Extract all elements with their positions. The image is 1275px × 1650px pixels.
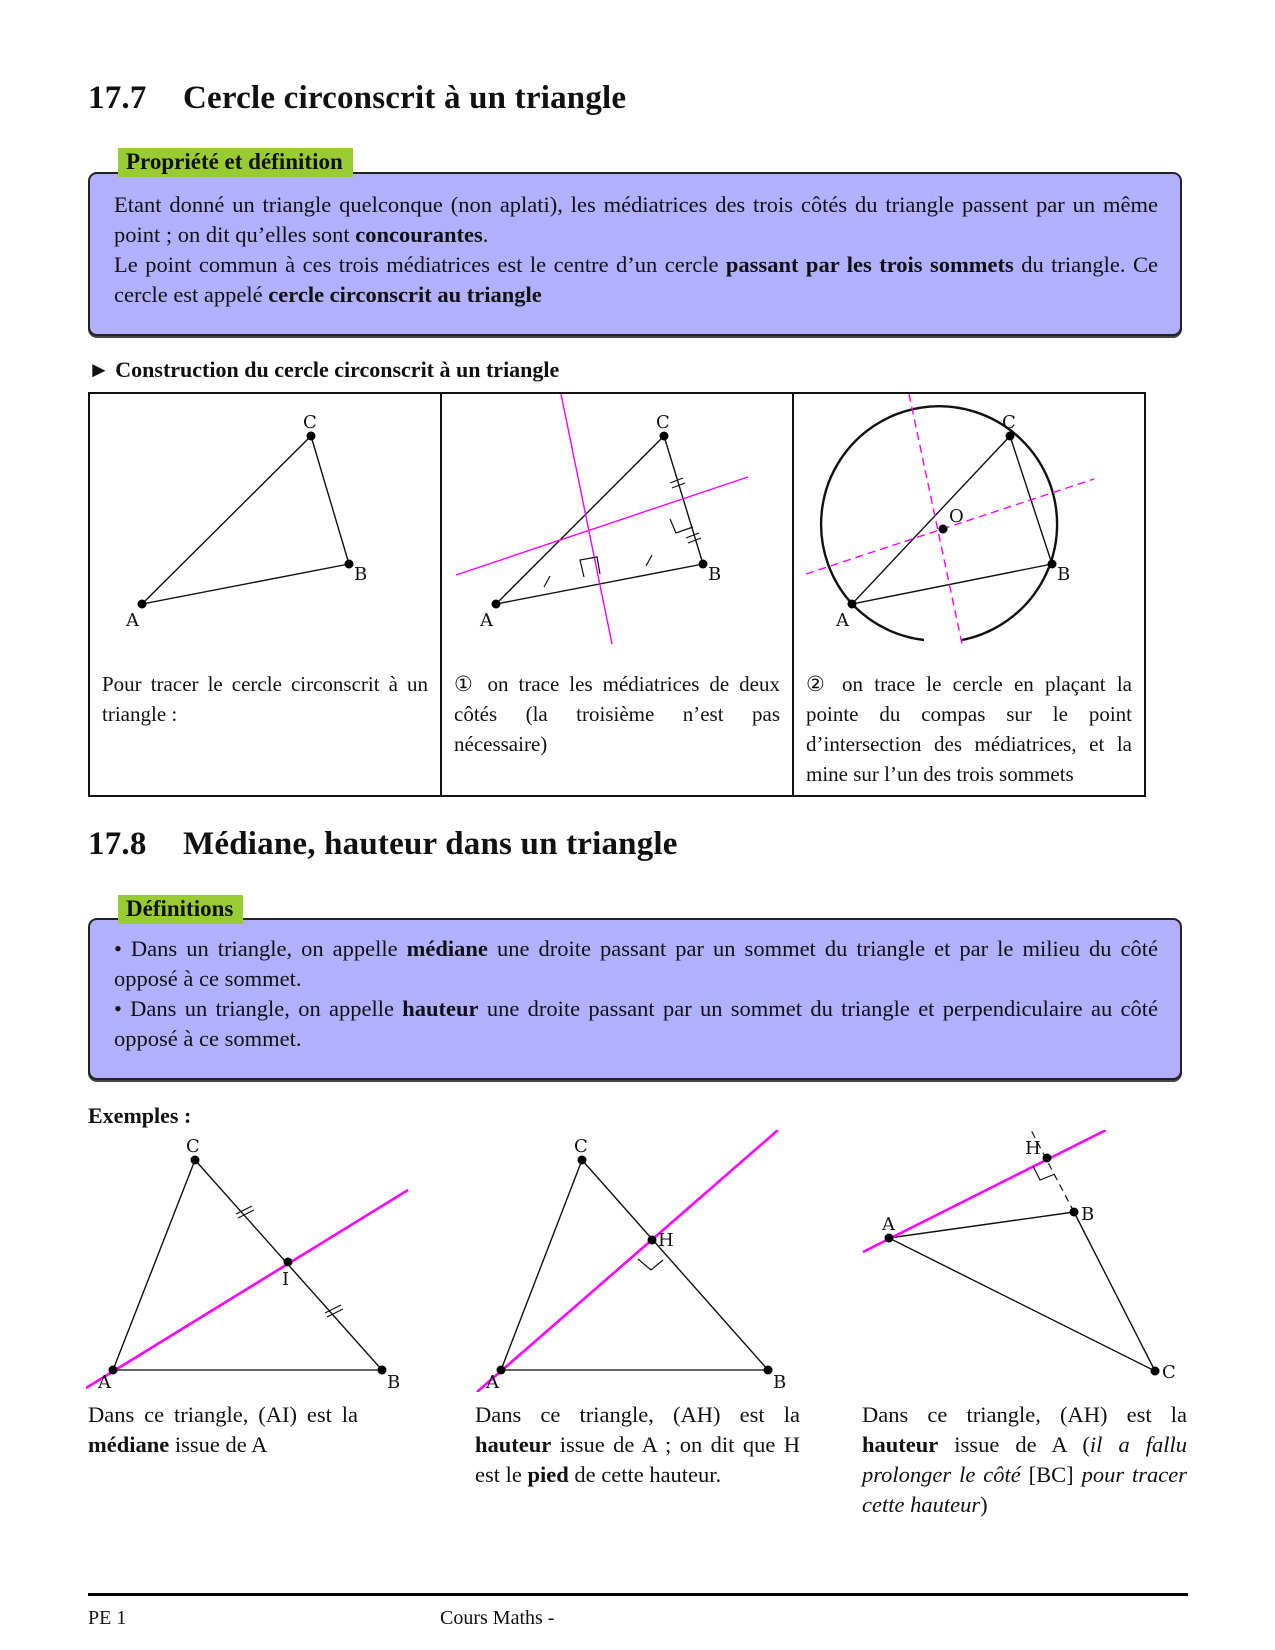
svg-text:A: A bbox=[98, 1372, 111, 1392]
definition-hauteur bbox=[114, 994, 1158, 1054]
svg-text:C: C bbox=[303, 412, 317, 433]
footer-center: Cours Maths - bbox=[440, 1607, 555, 1629]
definition-mediane bbox=[114, 934, 1158, 994]
footer-left: PE 1 bbox=[88, 1607, 127, 1629]
text: issue de A ( bbox=[938, 1432, 1090, 1457]
svg-text:A: A bbox=[480, 610, 493, 631]
svg-text:H: H bbox=[1025, 1138, 1041, 1159]
example-hauteur-caption bbox=[475, 1400, 800, 1490]
text: de cette hauteur. bbox=[568, 1462, 722, 1487]
mediatrices-figure bbox=[442, 394, 792, 669]
bold-term: passant par les trois sommets bbox=[725, 252, 1014, 277]
svg-text:B: B bbox=[708, 564, 722, 585]
text: issue de A bbox=[169, 1432, 268, 1457]
definition-box-mediane-hauteur bbox=[88, 918, 1182, 1080]
step-text: ① on trace les médiatrices de deux côtés (la troisième n’est pas nécessaire) bbox=[454, 672, 780, 756]
italic-text: pour tracer cette hauteur bbox=[862, 1462, 1187, 1517]
svg-text:C: C bbox=[574, 1136, 588, 1157]
svg-text:B: B bbox=[1057, 564, 1071, 585]
svg-text:C: C bbox=[656, 412, 670, 433]
italic-text: il a fallu prolonger le côté bbox=[862, 1432, 1188, 1487]
box-tag-definitions: Définitions bbox=[118, 895, 243, 924]
definition-box-cercle bbox=[88, 172, 1182, 336]
construction-step-2 bbox=[441, 393, 793, 796]
example-mediane-caption bbox=[88, 1400, 358, 1460]
box-tag-propriete: Propriété et définition bbox=[118, 148, 353, 177]
section-title: Cercle circonscrit à un triangle bbox=[183, 80, 627, 116]
section-number: 17.8 bbox=[88, 826, 147, 862]
text: issue de A ; on dit que H est le bbox=[475, 1432, 800, 1487]
construction-step-3 bbox=[793, 393, 1145, 796]
bold-term: médiane bbox=[406, 936, 488, 961]
figure-cercle bbox=[794, 394, 1144, 669]
text: • Dans un triangle, on appelle bbox=[114, 936, 407, 961]
construction-heading bbox=[88, 357, 559, 383]
svg-text:C: C bbox=[1002, 412, 1016, 433]
step-text: Pour tracer le cercle circonscrit à un triangle : bbox=[102, 672, 428, 726]
figure-triangle bbox=[90, 394, 440, 669]
definition-paragraph-2 bbox=[114, 250, 1158, 310]
construction-step-1 bbox=[89, 393, 441, 796]
triangle-bullet-icon: ► bbox=[88, 357, 110, 382]
svg-text:B: B bbox=[387, 1372, 401, 1392]
svg-text:B: B bbox=[773, 1372, 787, 1392]
text: du triangle. Ce cercle est appelé bbox=[114, 252, 1158, 307]
text: Le point commun à ces trois médiatrices est le centre d’un cercle bbox=[114, 252, 726, 277]
construction-heading-text: Construction du cercle circonscrit à un triangle bbox=[115, 357, 560, 382]
text: Dans ce triangle, (AH) est la bbox=[475, 1402, 800, 1427]
svg-text:A: A bbox=[836, 610, 849, 631]
svg-text:B: B bbox=[1081, 1204, 1095, 1225]
text: Dans ce triangle, (AI) est la bbox=[88, 1402, 358, 1427]
text: Dans ce triangle, (AH) est la bbox=[862, 1402, 1187, 1427]
svg-text:A: A bbox=[486, 1372, 499, 1392]
example-hauteur-prolongee-figure bbox=[855, 1130, 1185, 1392]
text: • Dans un triangle, on appelle bbox=[114, 996, 403, 1021]
construction-table bbox=[88, 392, 1146, 797]
bold-term: pied bbox=[527, 1462, 569, 1487]
example-hauteur-prolongee-caption bbox=[862, 1400, 1187, 1520]
text: ) bbox=[980, 1492, 988, 1517]
bold-term: hauteur bbox=[862, 1432, 939, 1457]
svg-text:C: C bbox=[186, 1136, 200, 1157]
example-hauteur-figure bbox=[470, 1130, 800, 1392]
section-number: 17.7 bbox=[88, 80, 147, 116]
example-mediane-figure bbox=[86, 1130, 416, 1392]
bold-term: médiane bbox=[88, 1432, 170, 1457]
svg-text:A: A bbox=[126, 610, 139, 631]
svg-text:B: B bbox=[354, 564, 368, 585]
svg-text:H: H bbox=[658, 1230, 674, 1251]
svg-text:A: A bbox=[882, 1214, 895, 1235]
section-heading-17-7 bbox=[88, 80, 626, 117]
text: [BC] bbox=[1020, 1462, 1082, 1487]
text: une droite passant par un sommet du triangle et perpendiculaire au côté opposé à ce sommet. bbox=[114, 996, 1158, 1051]
svg-text:I: I bbox=[282, 1269, 290, 1290]
bold-term: cercle circonscrit au triangle bbox=[268, 282, 542, 307]
examples-heading: Exemples : bbox=[88, 1103, 192, 1128]
svg-text:C: C bbox=[1162, 1362, 1176, 1383]
text: . bbox=[482, 222, 489, 247]
text: une droite passant par un sommet du triangle et par le milieu du côté opposé à ce sommet. bbox=[114, 936, 1158, 991]
figure-mediatrices bbox=[442, 394, 792, 669]
footer-rule bbox=[88, 1593, 1188, 1596]
svg-text:O: O bbox=[949, 506, 964, 527]
circumcircle-figure bbox=[794, 394, 1144, 669]
text: Etant donné un triangle quelconque (non aplati), les médiatrices des trois côtés du triangle passent par un même point ; on dit qu’elles sont bbox=[114, 192, 1158, 247]
section-title: Médiane, hauteur dans un triangle bbox=[183, 826, 678, 862]
section-heading-17-8 bbox=[88, 826, 678, 863]
step-text: ② on trace le cercle en plaçant la pointe du compas sur le point d’intersection des médiatrices, et la mine sur l’un des trois sommets bbox=[806, 672, 1132, 786]
triangle-figure bbox=[90, 394, 440, 669]
bold-term: hauteur bbox=[475, 1432, 552, 1457]
bold-term: hauteur bbox=[402, 996, 479, 1021]
bold-term: concourantes bbox=[355, 222, 483, 247]
definition-paragraph-1 bbox=[114, 190, 1158, 250]
